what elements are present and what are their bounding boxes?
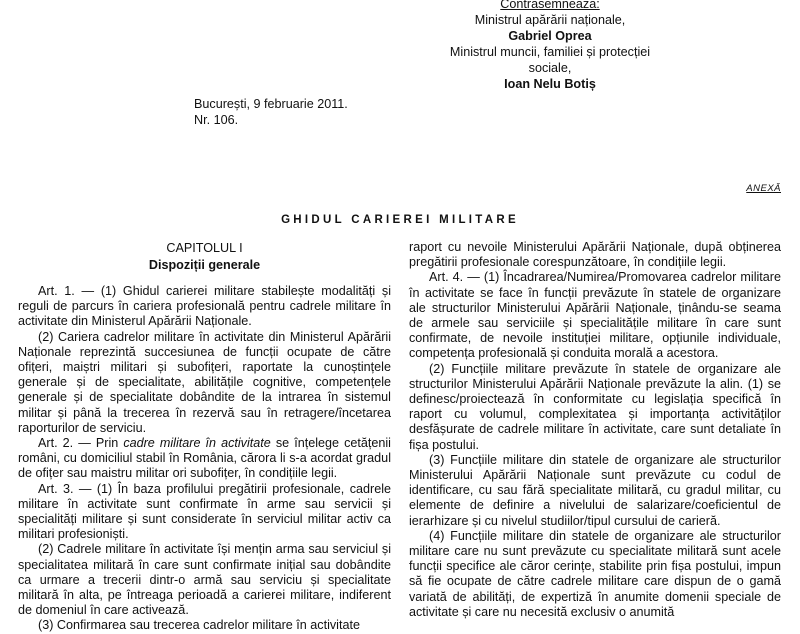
chapter-title: Dispoziții generale xyxy=(148,258,261,272)
chapter-heading xyxy=(18,240,391,274)
paragraph xyxy=(18,436,391,482)
signatory-1-title: Ministrul apărării naționale, xyxy=(474,13,626,27)
paragraph: raport cu nevoile Ministerului Apărării Naționale, după obținerea pregătirii profesionale corespunzătoare, în condițiile legii. xyxy=(409,240,781,270)
paragraph: (3) Confirmarea sau trecerea cadrelor militare în activitate xyxy=(38,618,360,633)
paragraph: (2) Funcțiile militare prevăzute în statele de organizare ale structurilor Ministerului Apărării Naționale prevăzute la alin. (1) se definesc/proiectează în conformitate cu legislația specifică în raport cu volumul, complexitatea și importanța activităților desfășurate de cadrele militare în activitate, care sunt detaliate în fișa postului. xyxy=(409,361,781,452)
countersignature-block xyxy=(395,0,705,92)
paragraph: (3) Funcțiile militare din statele de organizare ale structurilor Ministerului Apărării Naționale sunt prevăzute cu codul de identificare, cu sau fără specialitate militară, cu gradul militar, cu elemente de definire a nivelului de salarizare/coeficientul de ierarhizare și cu nivelul studiilor/tipul cursului de carieră. xyxy=(409,452,781,528)
text-run: se înțelege cetățenii români, cu domiciliul stabil în România, cărora li s-a acordat gradul de ofițer sau maistru militar ori subofițer, în condițiile legii. xyxy=(18,436,391,481)
place-date: București, 9 februarie 2011. xyxy=(194,97,348,111)
paragraph: Art. 4. — (1) Încadrarea/Numirea/Promovarea cadrelor militare în activitate se face în funcții prevăzute în statele de organizare ale structurilor Ministerului Apărării Naționale, ținându-se seama de armele sau serviciile și specialitățile militare în care sunt confirmate, de nevoile instituției militare, opțiunile individuale, competența profesională și conduita morală a acestora. xyxy=(409,270,781,361)
document-title: GHIDUL CARIEREI MILITARE xyxy=(281,214,519,226)
document-number: Nr. 106. xyxy=(194,113,239,127)
signatory-2-name: Ioan Nelu Botiș xyxy=(504,77,596,91)
annex-label: ANEXĂ xyxy=(746,183,781,194)
paragraph: (4) Funcțiile militare din statele de organizare ale structurilor militare care nu sunt prevăzute cu specialitate militară sunt acele funcții specifice ale căror cerințe, stabilite prin fișa postului, impun să fie ocupate de către cadrele militare care dispun de o gamă variată de abilități, de expertiză în anumite domenii speciale de activitate și care nu necesită exclusiv o anumită xyxy=(409,528,781,619)
paragraph: Art. 3. — (1) În baza profilului pregătirii profesionale, cadrele militare în activitate sunt confirmate în arme sau servicii și specialități militare și sunt considerate în serviciul militar activ ca militari profesioniști. xyxy=(18,481,391,542)
signatory-2-title-line1: Ministrul muncii, familiei și protecției xyxy=(449,45,651,59)
signatory-2-title-line2: sociale, xyxy=(528,61,572,75)
countersign-heading: Contrasemnează: xyxy=(500,0,600,11)
chapter-number: CAPITOLUL I xyxy=(166,241,243,255)
place-date-block xyxy=(194,96,348,128)
paragraph: (2) Cariera cadrelor militare în activitate din Ministerul Apărării Naționale reprezintă succesiunea de funcții ocupate de către ofițeri, maiștri militari și subofițeri, raportate la cunoștințele generale și de specialitate, abilitățile cognitive, competențele generale și de specialitate dobândite de la intrarea în sistemul militar și până la trecerea în rezervă sau în retragere/încetarea raporturilor de serviciu. xyxy=(18,329,391,435)
paragraph: (2) Cadrele militare în activitate își mențin arma sau serviciul și specialitatea militară în care sunt confirmate inițial sau dobândite ca urmare a trecerii dintr-o armă sau serviciu și specialitate militară în alta, pe întreaga perioadă a carierei militare, indiferent de domeniul în care activează. xyxy=(18,542,391,618)
left-column xyxy=(18,240,391,634)
italic-term: cadre militare în activitate xyxy=(123,436,271,451)
paragraph: Art. 1. — (1) Ghidul carierei militare stabilește modalități și reguli de parcurs în cariera profesională pentru cadrele militare în activitate din Ministerul Apărării Naționale. xyxy=(18,284,391,329)
signatory-1-name: Gabriel Oprea xyxy=(508,29,592,43)
right-column xyxy=(409,240,781,620)
text-run: Art. 2. — Prin xyxy=(38,436,124,451)
